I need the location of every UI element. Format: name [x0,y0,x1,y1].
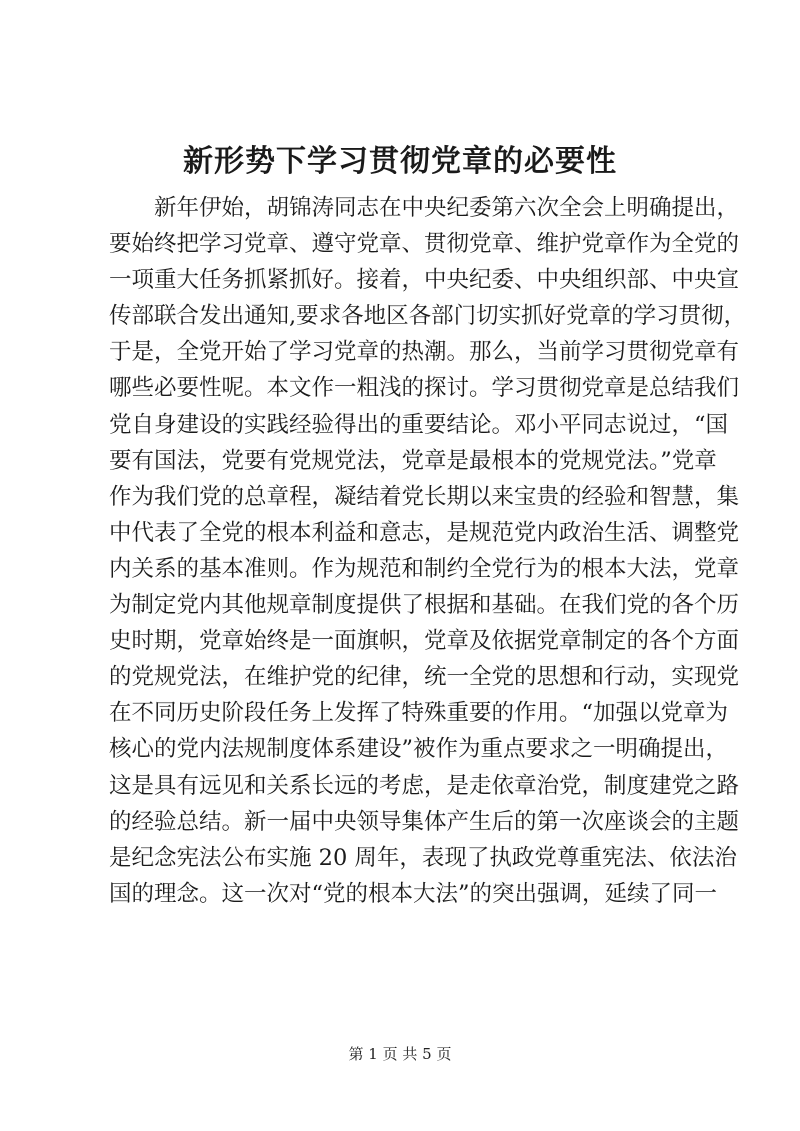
body-line: 新年伊始，胡锦涛同志在中央纪委第六次全会上明确提出， [154,195,740,221]
body-line: 传部联合发出通知,要求各地区各部门切实抓好党章的学习贯彻， [109,303,747,330]
body-line: 核心的党内法规制度体系建设”被作为重点要求之一明确提出， [109,736,729,763]
document-body [109,190,747,912]
body-line: 的党规党法，在维护党的纪律，统一全党的思想和行动，实现党 [109,664,740,691]
body-line: 为制定党内其他规章制度提供了根据和基础。在我们党的各个历 [109,592,740,619]
body-line: 内关系的基本准则。作为规范和制约全党行为的根本大法，党章 [109,555,740,582]
body-line: 史时期，党章始终是一面旗帜，党章及依据党章制定的各个方面 [109,628,740,655]
body-line: 于是，全党开始了学习党章的热潮。那么，当前学习贯彻党章有 [109,339,740,366]
body-line: 是纪念宪法公布实施 20 周年，表现了执政党尊重宪法、依法治 [109,844,737,871]
body-line: 要有国法，党要有党规党法，党章是最根本的党规党法。”党章 [109,447,717,474]
body-line: 这是具有远见和关系长远的考虑，是走依章治党，制度建党之路 [109,772,740,799]
body-line: 一项重大任务抓紧抓好。接着，中央纪委、中央组织部、中央宣 [109,267,740,294]
document-title: 新形势下学习贯彻党章的必要性 [183,144,617,179]
page-footer: 第 1 页 共 5 页 [348,1045,452,1063]
body-line: 要始终把学习党章、遵守党章、贯彻党章、维护党章作为全党的 [109,231,740,258]
body-line: 党自身建设的实践经验得出的重要结论。邓小平同志说过，“国 [109,411,729,438]
body-line: 中代表了全党的根本利益和意志，是规范党内政治生活、调整党 [109,519,740,546]
body-line: 在不同历史阶段任务上发挥了特殊重要的作用。“加强以党章为 [109,700,729,727]
body-line: 作为我们党的总章程，凝结着党长期以来宝贵的经验和智慧，集 [109,483,740,510]
body-line: 的经验总结。新一届中央领导集体产生后的第一次座谈会的主题 [109,808,740,835]
body-line: 哪些必要性呢。本文作一粗浅的探讨。学习贯彻党章是总结我们 [109,375,740,402]
body-line: 国的理念。这一次对“党的根本大法”的突出强调，延续了同一 [109,880,718,907]
